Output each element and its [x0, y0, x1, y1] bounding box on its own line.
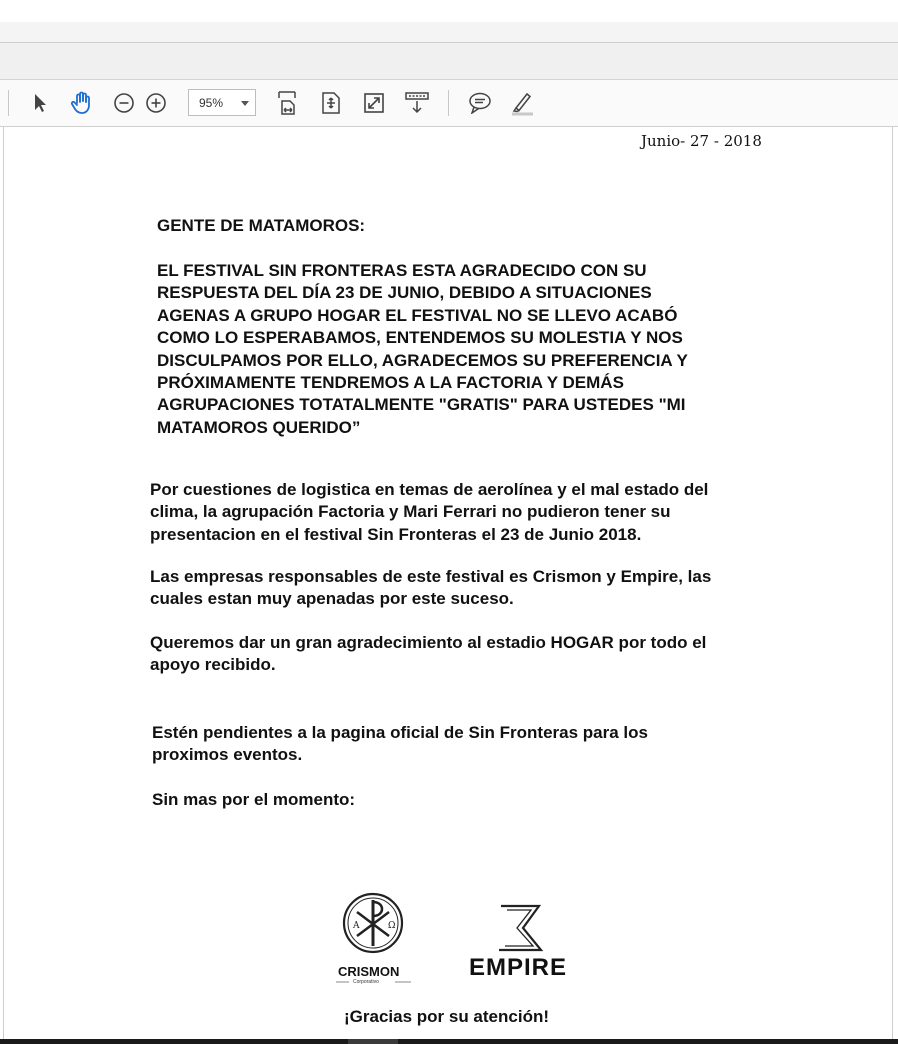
hand-icon	[69, 90, 95, 116]
comment-button[interactable]	[466, 89, 494, 117]
announcement-paragraph: EL FESTIVAL SIN FRONTERAS ESTA AGRADECIDO CON SU RESPUESTA DEL DÍA 23 DE JUNIO, DEBIDO A SITUACIONES AGENAS A GRUPO HOGAR EL FESTIVAL NO SE LLEVO ACABÓ COMO LO ESPERABAMOS, ENTENDEMOS SU MOLESTIA Y NOS DISCULPAMOS POR ELLO, AGRADECEMOS SU PREFERENCIA Y PRÓXIMAMENTE TENDREMOS A LA FACTORIA Y DEMÁS AGRUPACIONES TOTATALMENTE "GRATIS" PARA USTEDES "MI MATAMOROS QUERIDO”	[157, 261, 688, 437]
highlight-button[interactable]	[508, 89, 536, 117]
pdf-toolbar	[0, 80, 898, 127]
paragraph-closing: Sin mas por el momento:	[152, 790, 356, 809]
zoom-value: 95%	[199, 96, 224, 110]
zoom-dropdown[interactable]	[188, 89, 256, 116]
paragraph-responsible: Las empresas responsables de este festival es Crismon y Empire, las cuales estan muy apenadas por este suceso.	[150, 567, 712, 609]
crismon-logo-text: CRISMON	[338, 964, 400, 979]
fullscreen-button[interactable]	[360, 89, 388, 117]
zoom-out-button[interactable]	[110, 89, 138, 117]
tab-bar	[0, 43, 898, 80]
document-date: Junio- 27 - 2018	[641, 132, 762, 150]
svg-text:A: A	[353, 921, 360, 931]
thanks-message: ¡Gracias por su atención!	[344, 1007, 549, 1026]
crismon-logo	[333, 892, 415, 984]
zoom-in-icon	[145, 92, 167, 114]
toolbar-divider	[448, 90, 449, 116]
fullscreen-icon	[363, 92, 385, 114]
fit-width-icon	[276, 90, 298, 116]
paragraph-thanks-stadium: Queremos dar un gran agradecimiento al estadio HOGAR por todo el apoyo recibido.	[150, 633, 707, 675]
select-tool-button[interactable]	[26, 89, 54, 117]
hand-tool-button[interactable]	[68, 89, 96, 117]
chevron-down-icon	[241, 101, 249, 106]
scrollbar-thumb[interactable]	[348, 1039, 398, 1044]
paragraph-upcoming-events: Estén pendientes a la pagina oficial de Sin Fronteras para los proximos eventos.	[152, 723, 648, 765]
svg-text:Ω: Ω	[388, 921, 396, 931]
highlight-icon	[509, 90, 535, 116]
read-mode-icon	[404, 91, 430, 115]
comment-icon	[468, 92, 492, 114]
empire-logo	[465, 900, 577, 980]
fit-page-icon	[321, 91, 341, 115]
crismon-logo-subtext: Corporativo	[353, 979, 379, 984]
fit-width-button[interactable]	[273, 89, 301, 117]
select-arrow-icon	[32, 93, 48, 113]
empire-logo-text: EMPIRE	[469, 954, 568, 980]
fit-page-button[interactable]	[317, 89, 345, 117]
read-mode-button[interactable]	[403, 89, 431, 117]
paragraph-logistics: Por cuestiones de logistica en temas de aerolínea y el mal estado del clima, la agrupación Factoria y Mari Ferrari no pudieron tener su presentacion en el festival Sin Fronteras el 23 de Junio 2018.	[150, 480, 709, 544]
zoom-out-icon	[113, 92, 135, 114]
horizontal-scrollbar[interactable]	[0, 1039, 898, 1044]
zoom-in-button[interactable]	[142, 89, 170, 117]
window-top-strip	[0, 0, 898, 22]
menu-bar	[0, 22, 898, 43]
document-heading: GENTE DE MATAMOROS:	[157, 216, 366, 235]
toolbar-divider	[8, 90, 9, 116]
